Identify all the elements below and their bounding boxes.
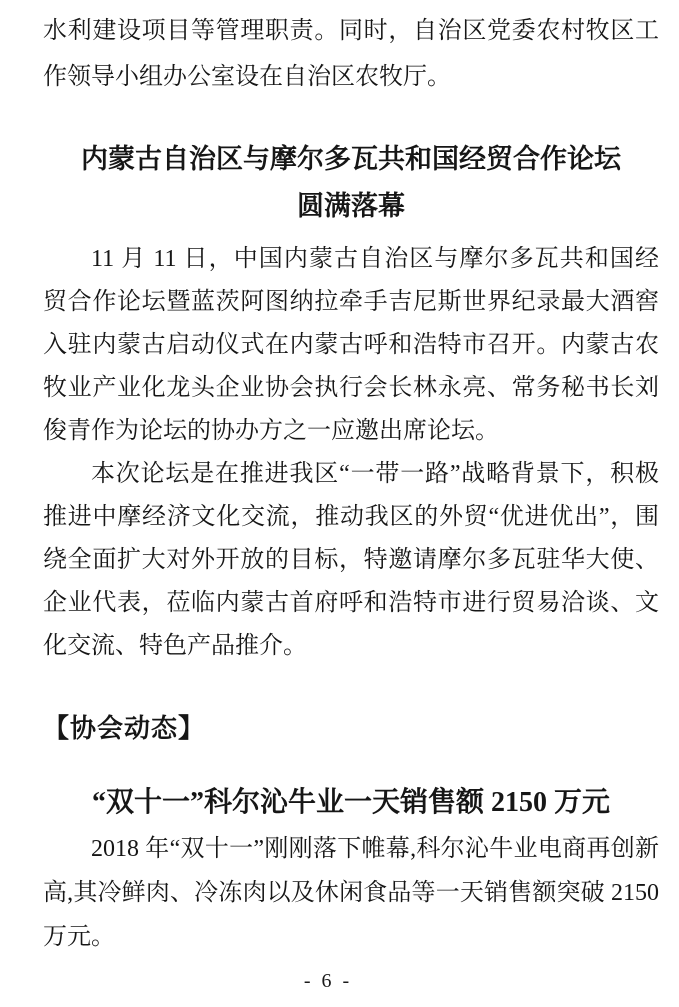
forum-paragraph-2: 本次论坛是在推进我区“一带一路”战略背景下，积极推进中摩经济文化交流，推动我区的外贸“优进优出”，围绕全面扩大对外开放的目标，特邀请摩尔多瓦驻华大使、企业代表，莅临内蒙古首府呼和浩特市进行贸易洽谈、文化交流、特色产品推介。: [43, 461, 659, 659]
paragraph-continuation: 水利建设项目等管理职责。同时，自治区党委农村牧区工作领导小组办公室设在自治区农牧厅。: [43, 18, 659, 90]
forum-paragraph-1: 11 月 11 日，中国内蒙古自治区与摩尔多瓦共和国经贸合作论坛暨蓝茨阿图纳拉牵手吉尼斯世界纪录最大酒窖入驻内蒙古启动仪式在内蒙古呼和浩特市召开。内蒙古农牧业产业化龙头企业协会执行会长林永亮、常务秘书长刘俊青作为论坛的协办方之一应邀出席论坛。: [43, 246, 659, 444]
section-header-association-news: 【协会动态】: [43, 713, 206, 743]
news-article-title: “双十一”科尔沁牛业一天销售额 2150 万元: [91, 787, 610, 818]
page-number: - 6 -: [303, 970, 353, 992]
forum-article-title-line1: 内蒙古自治区与摩尔多瓦共和国经贸合作论坛: [81, 144, 621, 174]
forum-article-title-line2: 圆满落幕: [297, 191, 405, 221]
news-paragraph: 2018 年“双十一”刚刚落下帷幕,科尔沁牛业电商再创新高,其冷鲜肉、冷冻肉以及休闲食品等一天销售额突破 2150 万元。: [43, 836, 659, 950]
forum-article-title: [43, 136, 659, 230]
